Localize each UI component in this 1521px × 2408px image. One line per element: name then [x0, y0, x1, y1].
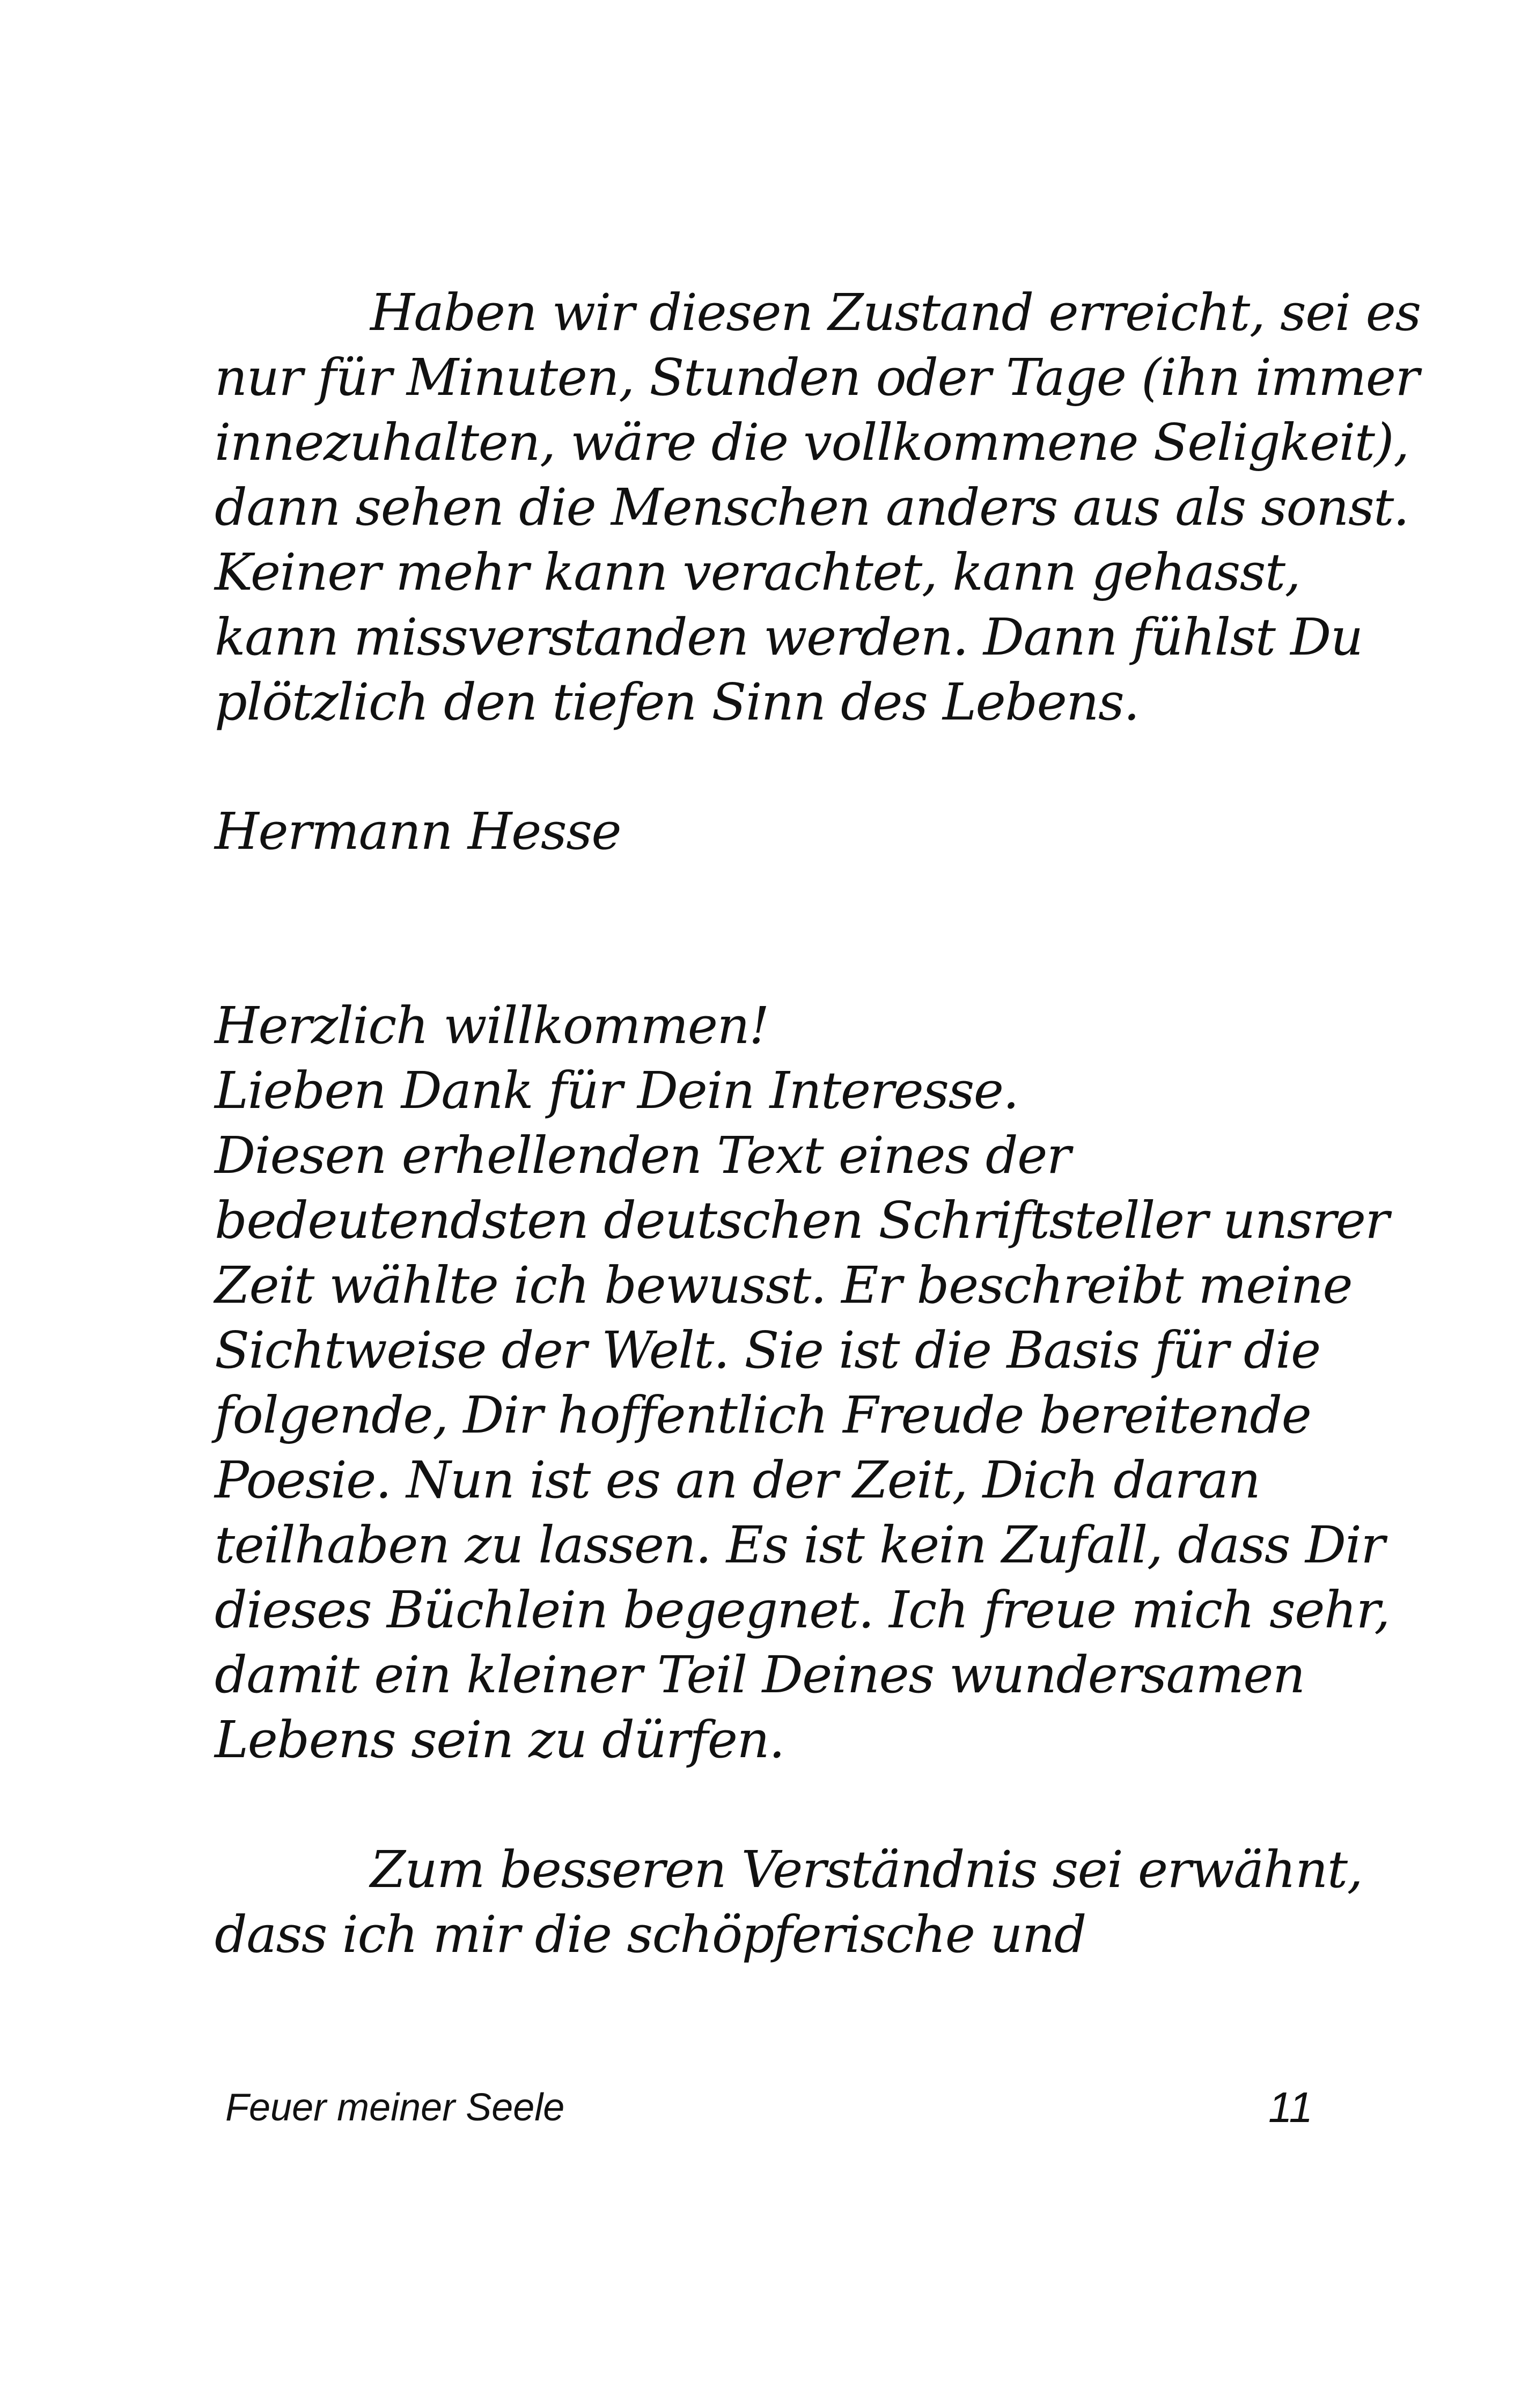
welcome-line: damit ein kleiner Teil Deines wundersamen: [215, 1646, 1305, 1705]
welcome-line: teilhaben zu lassen. Es ist kein Zufall, dass Dir: [215, 1516, 1385, 1575]
page-number: 11: [1268, 2083, 1313, 2131]
author-name: Hermann Hesse: [215, 802, 621, 861]
welcome-line: Lieben Dank für Dein Interesse.: [215, 1061, 1019, 1120]
quote-line: Haben wir diesen Zustand erreicht, sei es: [370, 283, 1421, 342]
continuation-paragraph: [215, 1838, 1363, 1967]
quote-line: plötzlich den tiefen Sinn des Lebens.: [215, 673, 1139, 732]
quote-line: kann missverstanden werden. Dann fühlst Du: [215, 608, 1363, 667]
welcome-line: Lebens sein zu dürfen.: [215, 1710, 784, 1770]
welcome-line: Diesen erhellenden Text eines der: [215, 1126, 1070, 1185]
welcome-line: Sichtweise der Welt. Sie ist die Basis für die: [215, 1321, 1320, 1380]
quote-line: Keiner mehr kann verachtet, kann gehasst,: [215, 543, 1300, 602]
welcome-line: Herzlich willkommen!: [215, 996, 769, 1055]
running-footer-title: Feuer meiner Seele: [225, 2086, 565, 2129]
welcome-line: bedeutendsten deutschen Schriftsteller unsrer: [215, 1191, 1389, 1250]
quote-author: [215, 799, 1331, 864]
hesse-quote: [215, 281, 1421, 735]
welcome-line: dieses Büchlein begegnet. Ich freue mich sehr,: [215, 1581, 1390, 1640]
continuation-line: dass ich mir die schöpferische und: [215, 1905, 1086, 1964]
continuation-line: Zum besseren Verständnis sei erwähnt,: [370, 1840, 1363, 1899]
quote-line: nur für Minuten, Stunden oder Tage (ihn immer: [215, 348, 1419, 407]
welcome-line: Poesie. Nun ist es an der Zeit, Dich daran: [215, 1451, 1260, 1510]
welcome-line: folgende, Dir hoffentlich Freude bereitende: [215, 1386, 1311, 1445]
quote-line: innezuhalten, wäre die vollkommene Seligkeit),: [215, 413, 1409, 472]
quote-line: dann sehen die Menschen anders aus als sonst.: [215, 478, 1409, 537]
welcome-paragraph: [215, 994, 1390, 1773]
welcome-line: Zeit wählte ich bewusst. Er beschreibt meine: [215, 1256, 1353, 1315]
